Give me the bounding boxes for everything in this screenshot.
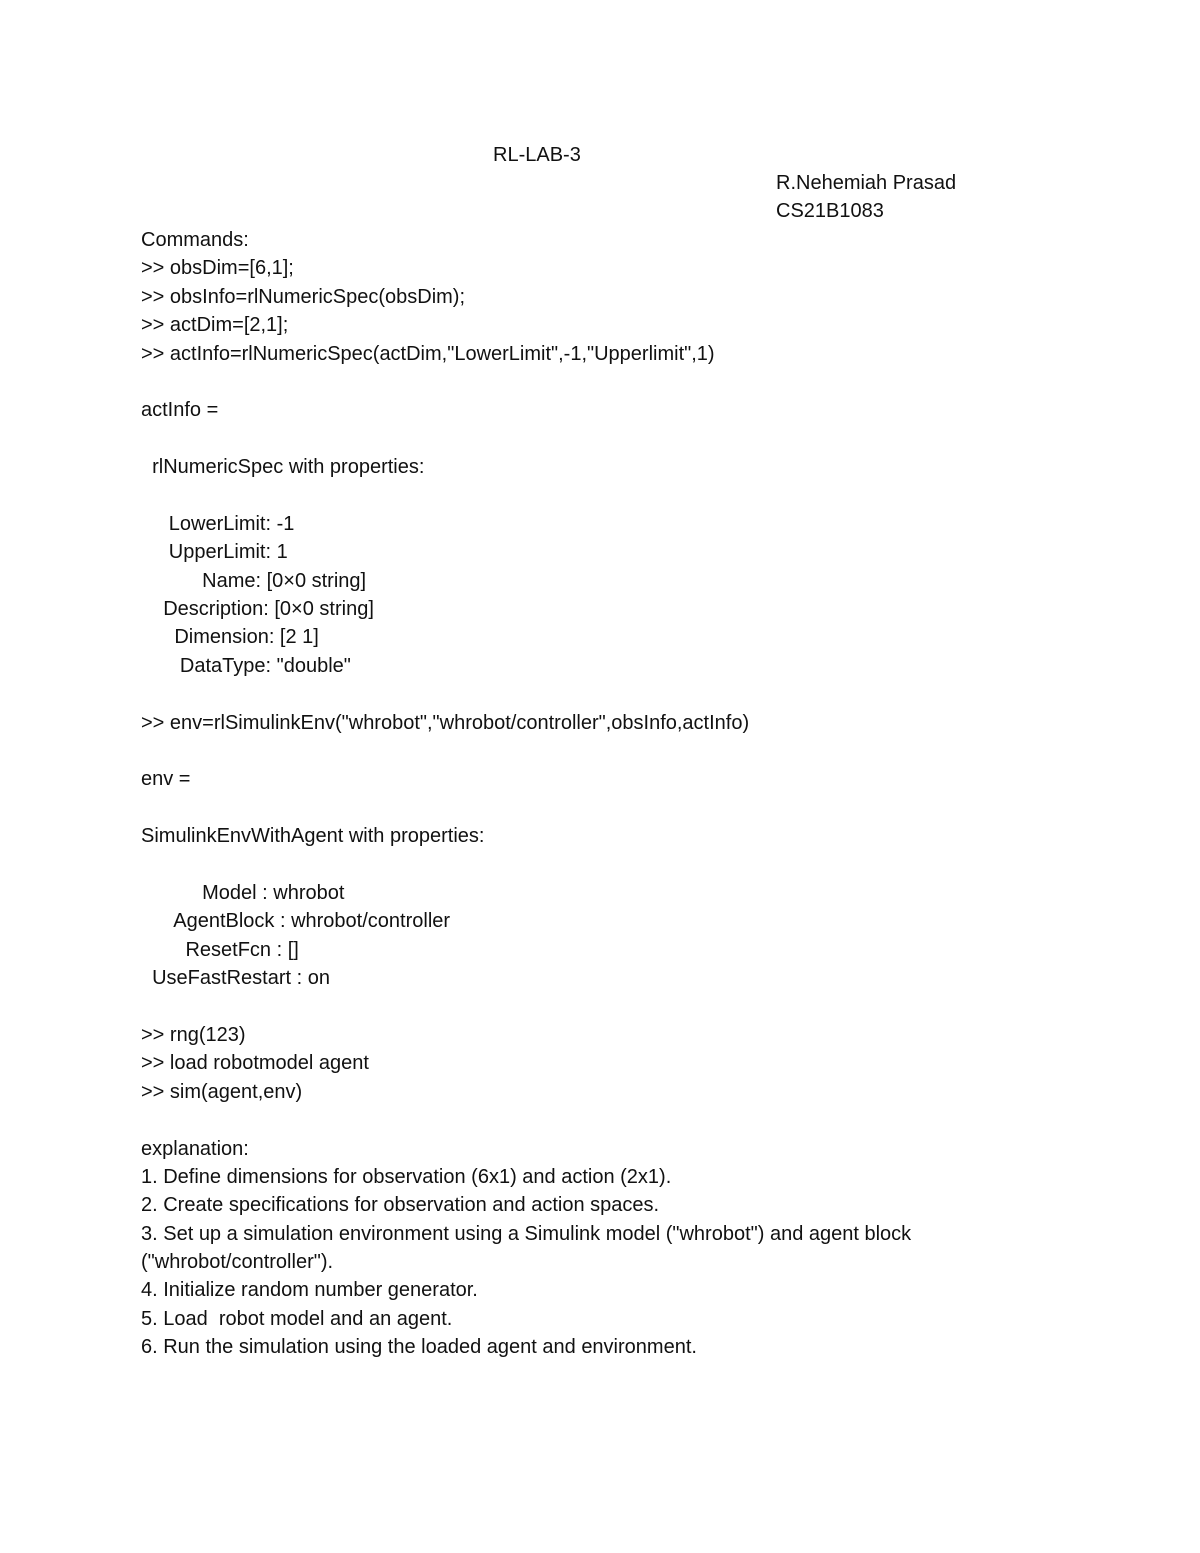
command-line: >> sim(agent,env) xyxy=(141,1080,303,1103)
command-line: >> env=rlSimulinkEnv("whrobot","whrobot/controller",obsInfo,actInfo) xyxy=(141,711,750,734)
explanation-heading: explanation: xyxy=(141,1137,249,1160)
property-line: UpperLimit: 1 xyxy=(141,541,288,564)
output-line: actInfo = xyxy=(141,399,219,422)
command-line: >> actDim=[2,1]; xyxy=(141,314,289,337)
property-line: Name: [0×0 string] xyxy=(141,569,367,592)
property-line: Description: [0×0 string] xyxy=(141,598,374,621)
blank-line xyxy=(141,993,1101,1021)
author-name: R.Nehemiah Prasad xyxy=(776,172,957,194)
blank-line xyxy=(141,680,1101,708)
property-line: ResetFcn : [] xyxy=(141,938,299,961)
blank-line xyxy=(141,794,1101,822)
command-line: >> load robotmodel agent xyxy=(141,1052,369,1075)
property-line: UseFastRestart : on xyxy=(141,967,330,990)
command-line: >> obsDim=[6,1]; xyxy=(141,257,294,280)
property-line: DataType: "double" xyxy=(141,654,351,677)
blank-line xyxy=(141,482,1101,510)
explanation-item: 5. Load robot model and an agent. xyxy=(141,1307,453,1330)
document-title: RL-LAB-3 xyxy=(493,144,581,166)
explanation-item: 1. Define dimensions for observation (6x1) and action (2x1). xyxy=(141,1165,672,1188)
property-line: LowerLimit: -1 xyxy=(141,512,295,535)
document-body xyxy=(141,226,1101,1362)
command-line: >> obsInfo=rlNumericSpec(obsDim); xyxy=(141,285,466,308)
property-line: Dimension: [2 1] xyxy=(141,626,319,649)
blank-line xyxy=(141,851,1101,879)
output-line: rlNumericSpec with properties: xyxy=(141,456,425,479)
commands-heading: Commands: xyxy=(141,229,249,251)
command-line: >> rng(123) xyxy=(141,1023,246,1046)
output-line: SimulinkEnvWithAgent with properties: xyxy=(141,825,485,848)
blank-line xyxy=(141,425,1101,453)
output-line: env = xyxy=(141,768,191,791)
blank-line xyxy=(141,368,1101,396)
property-line: AgentBlock : whrobot/controller xyxy=(141,910,451,933)
explanation-item: 3. Set up a simulation environment using a Simulink model ("whrobot") and agent block ("whrobot/controller"). xyxy=(141,1222,912,1274)
command-line: >> actInfo=rlNumericSpec(actDim,"LowerLimit",-1,"Upperlimit",1) xyxy=(141,342,715,365)
explanation-item: 6. Run the simulation using the loaded agent and environment. xyxy=(141,1336,697,1359)
author-id: CS21B1083 xyxy=(776,200,884,223)
blank-line xyxy=(141,737,1101,765)
author-block xyxy=(776,169,956,226)
explanation-item: 2. Create specifications for observation and action spaces. xyxy=(141,1194,660,1217)
blank-line xyxy=(141,1106,1101,1134)
explanation-item: 4. Initialize random number generator. xyxy=(141,1279,478,1302)
property-line: Model : whrobot xyxy=(141,881,345,904)
